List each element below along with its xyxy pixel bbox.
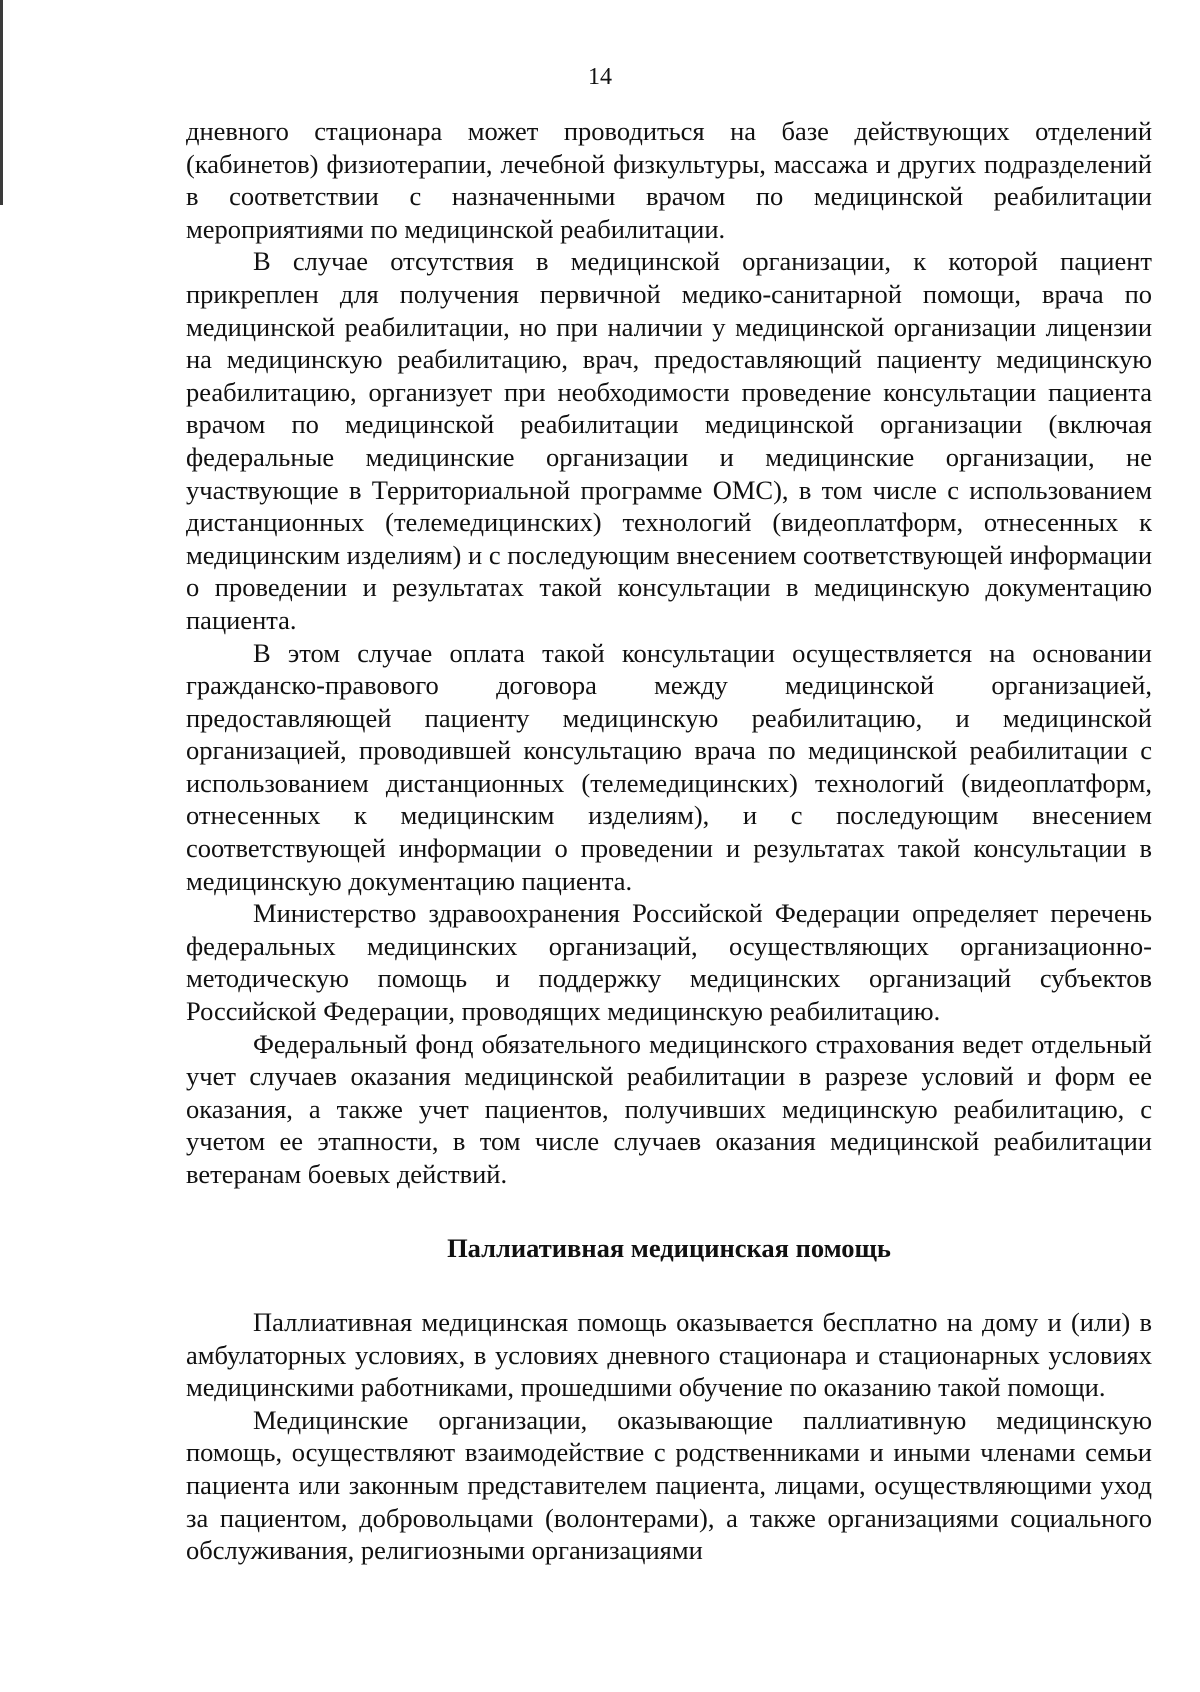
paragraph-continuation: дневного стационара может проводиться на базе действующих отделений (кабинетов) физиотерапии, лечебной физкультуры, массажа и других подразделений в соответствии с назначенными врачом по медицинской реабилитации мероприятиями по медицинской реабилитации. (186, 116, 1152, 244)
bottom-text-block (186, 1306, 1152, 1567)
paragraph-palliative-interaction: Медицинские организации, оказывающие паллиативную медицинскую помощь, осуществляют взаимодействие с родственниками и иными членами семьи пациента или законным представителем пациента, лицами, осуществляющими уход за пациентом, добровольцами (волонтерами), а также организациями социального обслуживания, религиозными организациями (186, 1404, 1152, 1566)
page-number: 14 (588, 64, 612, 90)
top-text-block (186, 115, 1152, 1191)
paragraph-consultation-absence: В случае отсутствия в медицинской организации, к которой пациент прикреплен для получения первичной медико-санитарной помощи, врача по медицинской реабилитации, но при наличии у медицинской организации лицензии на медицинскую реабилитацию, врач, предоставляющий пациенту медицинскую реабилитацию, организует при необходимости проведение консультации пациента врачом по медицинской реабилитации медицинской организации (включая федеральные медицинские организации и медицинские организации, не участвующие в Территориальной программе ОМС), в том числе с использованием дистанционных (телемедицинских) технологий (видеоплатформ, отнесенных к медицинским изделиям) и с последующим внесением соответствующей информации о проведении и результатах такой консультации в медицинскую документацию пациента. (186, 246, 1152, 635)
paragraph-ministry-list: Министерство здравоохранения Российской Федерации определяет перечень федеральных медицинских организаций, осуществляющих организационно-методическую помощь и поддержку медицинских организаций субъектов Российской Федерации, проводящих медицинскую реабилитацию. (186, 898, 1152, 1027)
paragraph-consultation-payment: В этом случае оплата такой консультации осуществляется на основании гражданско-правового договора между медицинской организацией, предоставляющей пациенту медицинскую реабилитацию, и медицинской организацией, проводившей консультацию врача по медицинской реабилитации с использованием дистанционных (телемедицинских) технологий (видеоплатформ, отнесенных к медицинским изделиям), и с последующим внесением соответствующей информации о проведении и результатах такой консультации в медицинскую документацию пациента. (186, 637, 1152, 896)
scan-edge-mark (0, 0, 3, 205)
paragraph-palliative-free: Паллиативная медицинская помощь оказывается бесплатно на дому и (или) в амбулаторных условиях, в условиях дневного стационара и стационарных условиях медицинскими работниками, прошедшими обучение по оказанию такой помощи. (186, 1307, 1152, 1403)
paragraph-fund-accounting: Федеральный фонд обязательного медицинского страхования ведет отдельный учет случаев оказания медицинской реабилитации в разрезе условий и форм ее оказания, а также учет пациентов, получивших медицинскую реабилитацию, с учетом ее этапности, в том числе случаев оказания медицинской реабилитации ветеранам боевых действий. (186, 1028, 1152, 1189)
section-heading-palliative: Паллиативная медицинская помощь (447, 1233, 891, 1263)
